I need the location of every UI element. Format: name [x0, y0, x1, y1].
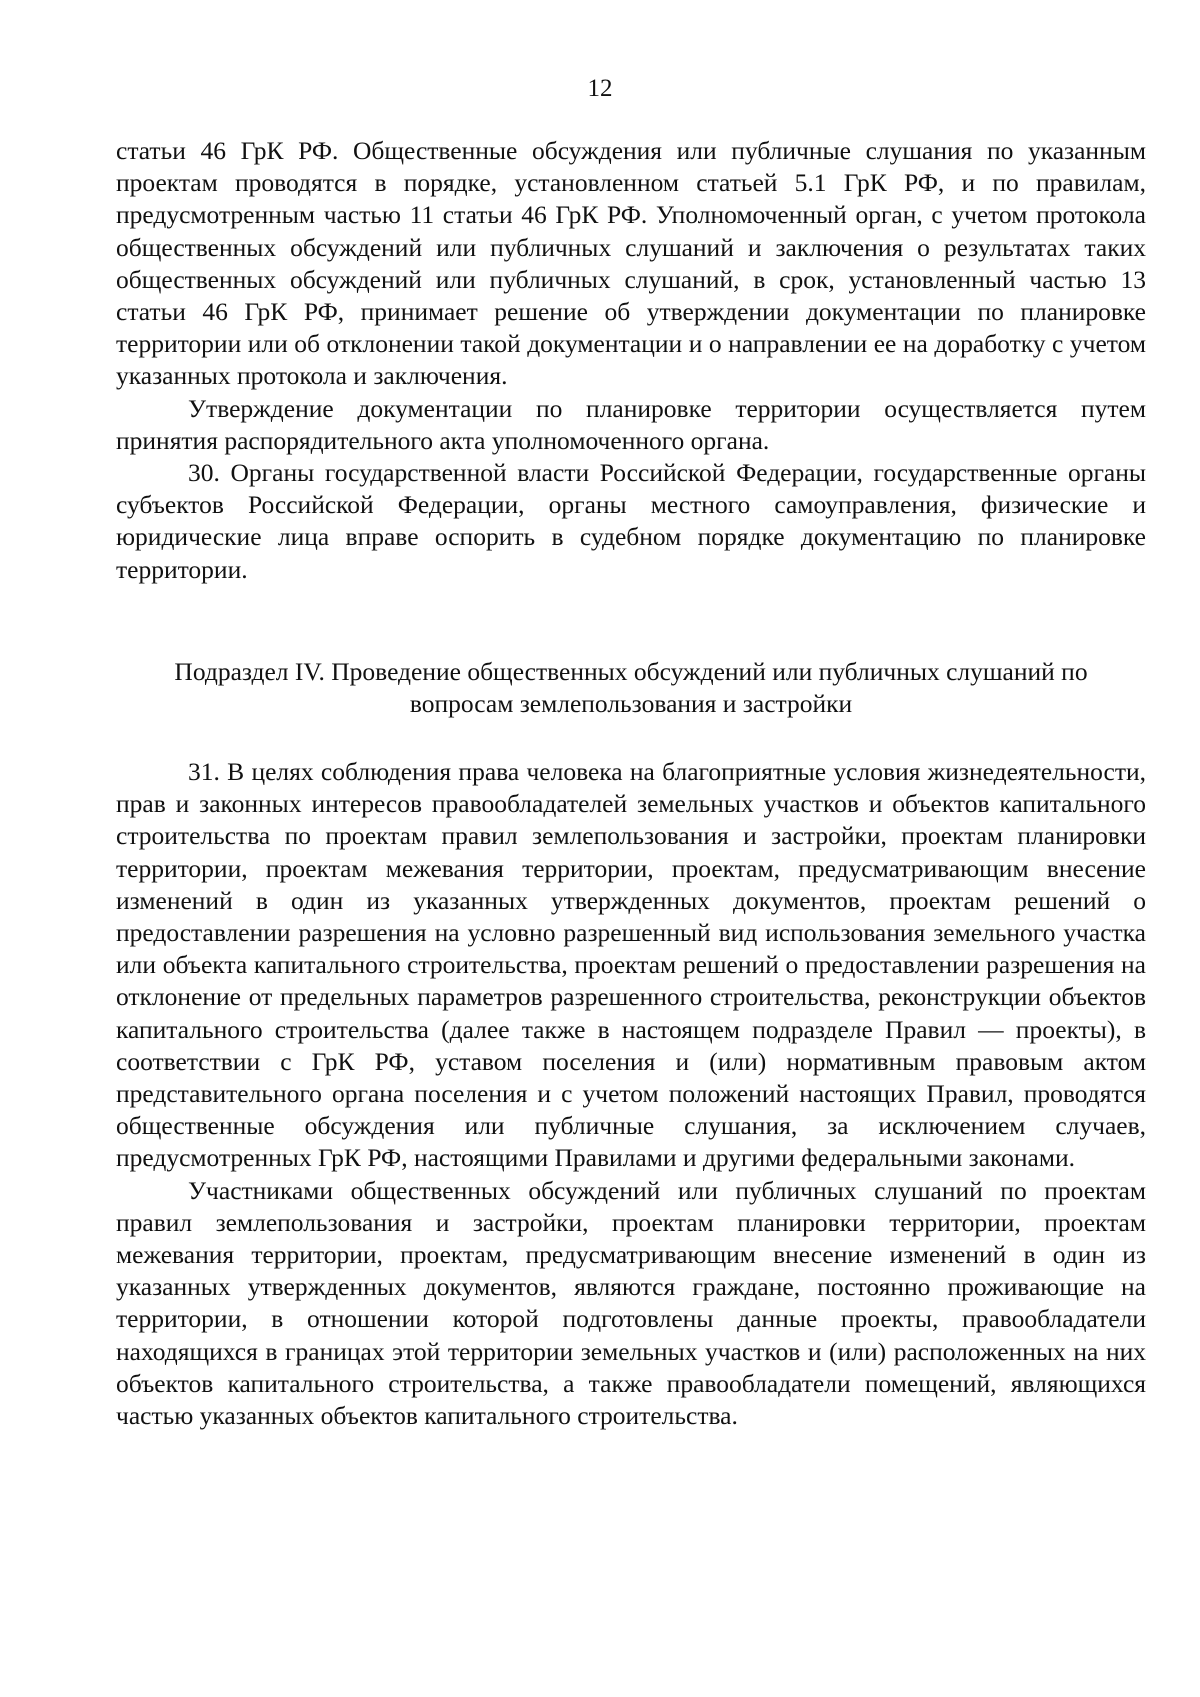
paragraph-participants: Участниками общественных обсуждений или публичных слушаний по проектам правил землепользования и застройки, проектам планировки территории, проектам межевания территории, проектам, предусматривающим внесение изменений в один из указанных утвержденных документов, являются граждане, постоянно проживающие на территории, в отношении которой подготовлены данные проекты, правообладатели находящихся в границах этой территории земельных участков и (или) расположенных на них объектов капитального строительства, а также правообладатели помещений, являющихся частью указанных объектов капитального строительства.: [116, 1175, 1146, 1431]
paragraph-continuation: статьи 46 ГрК РФ. Общественные обсуждения или публичные слушания по указанным проектам проводятся в порядке, установленном статьей 5.1 ГрК РФ, и по правилам, предусмотренным частью 11 статьи 46 ГрК РФ. Уполномоченный орган, с учетом протокола общественных обсуждений или публичных слушаний и заключения о результатах таких общественных обсуждений или публичных слушаний, в срок, установленный частью 13 статьи 46 ГрК РФ, принимает решение об утверждении документации по планировке территории или об отклонении такой документации и о направлении ее на доработку с учетом указанных протокола и заключения.: [116, 136, 1146, 391]
paragraph-approval: Утверждение документации по планировке территории осуществляется путем принятия распорядительного акта уполномоченного органа.: [116, 393, 1146, 455]
paragraph-30: 30. Органы государственной власти Российской Федерации, государственные органы субъектов Российской Федерации, органы местного самоуправления, физические и юридические лица вправе оспорить в судебном порядке документацию по планировке территории.: [116, 458, 1146, 584]
section-heading: [116, 656, 1146, 720]
text-block-top: [116, 135, 1146, 586]
paragraph-31: 31. В целях соблюдения права человека на благоприятные условия жизнедеятельности, прав и законных интересов правообладателей земельных участков и объектов капитального строительства по проектам правил землепользования и застройки, проектам планировки территории, проектам межевания территории, проектам, предусматривающим внесение изменений в один из указанных утвержденных документов, проектам решений о предоставлении разрешения на условно разрешенный вид использования земельного участка или объекта капитального строительства, проектам решений о предоставлении разрешения на отклонение от предельных параметров разрешенного строительства, реконструкции объектов капитального строительства (далее также в настоящем подразделе Правил — проекты), в соответствии с ГрК РФ, уставом поселения и (или) нормативным правовым актом представительного органа поселения и с учетом положений настоящих Правил, проводятся общественные обсуждения или публичные слушания, за исключением случаев, предусмотренных ГрК РФ, настоящими Правилами и другими федеральными законами.: [116, 757, 1146, 1173]
page-number: 12: [587, 75, 613, 102]
section-heading-line-1: Подраздел IV. Проведение общественных обсуждений или публичных слушаний по: [174, 657, 1088, 686]
section-heading-line-2: вопросам землепользования и застройки: [409, 689, 853, 719]
text-block-bottom: [116, 756, 1146, 1432]
